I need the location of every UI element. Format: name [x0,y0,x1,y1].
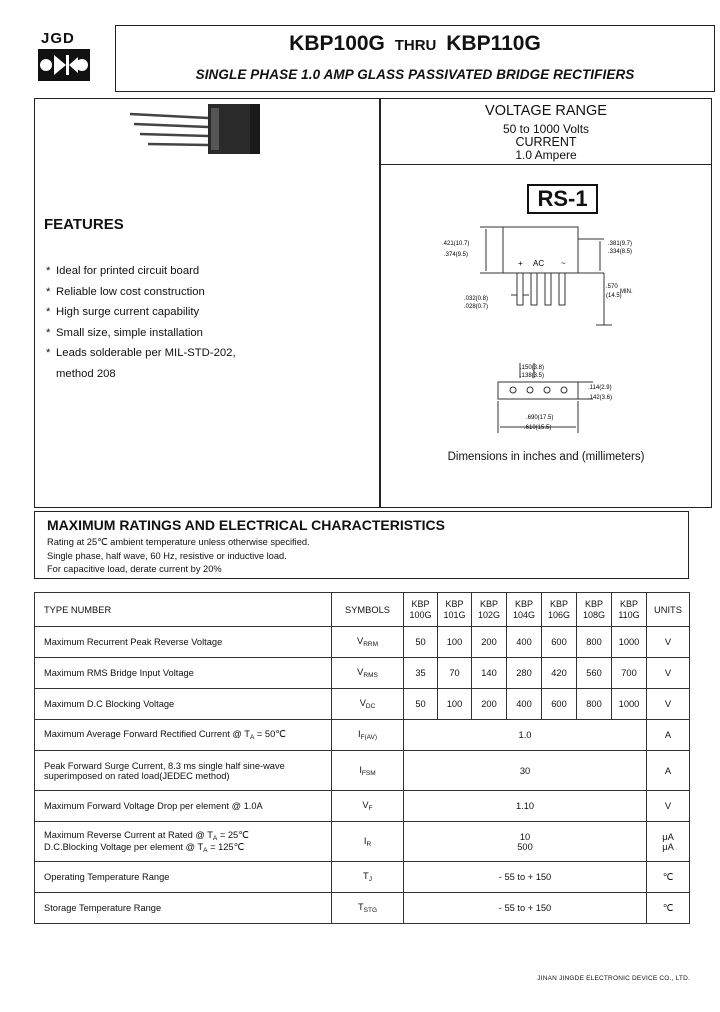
dim-label: .610(15.5) [524,425,552,431]
table-row: Maximum Reverse Current at Rated @ $T_A$ = 25℃ D.C.Blocking Voltage per element @ $T_A$ = 125℃ $I_R$ 10 500 μA μA [35,822,690,862]
table-row: Maximum Average Forward Rectified Current @ $T_A$ = 50℃ $I_{F(AV)}$ 1.0 A [35,720,690,751]
list-item: * Ideal for printed circuit board [46,265,200,277]
part-from: KBP100G [289,32,385,55]
list-item: * Small size, simple installation [46,326,203,339]
dim-label: .028(0.7) [464,304,489,310]
pin-label: ~ [561,259,566,268]
list-item: method 208 [56,367,116,380]
ratings-table [34,592,690,924]
current-value: 1.0 Ampere [515,148,577,162]
header-part: KBP 110G [612,593,647,627]
header-part: KBP 108G [577,593,612,627]
bridge-rectifier-image [120,100,270,160]
dim-label: .142(3.6) [588,395,613,401]
features-list [46,261,236,385]
header-symbols: SYMBOLS [332,593,404,627]
header-part: KBP 104G [507,593,542,627]
table-row: Operating Temperature Range $T_J$ - 55 to + 150 ℃ [35,862,690,893]
pin-label: + [518,259,523,268]
table-row: Peak Forward Surge Current, 8.3 ms single half sine-wave superimposed on rated load(JEDEC method) $I_{FSM}$ 30 A [35,751,690,791]
dim-label: .150(3.8) [520,365,545,371]
page-title [115,32,715,56]
voltage-range-label: VOLTAGE RANGE [485,103,607,119]
package-name: RS-1 [527,184,598,214]
table-row: Maximum Recurrent Peak Reverse Voltage $V_{RRM}$ 50 100 200 400 600 800 1000 V [35,627,690,658]
thru-word: THRU [394,37,437,54]
dim-label: (14.5) [606,293,622,299]
table-header-row [35,593,690,627]
table-row: Maximum RMS Bridge Input Voltage $V_{RMS}$ 35 70 140 280 420 560 700 V [35,658,690,689]
list-item: * Leads solderable per MIL-STD-202, [46,347,236,360]
table-row: Storage Temperature Range $T_{STG}$ - 55 to + 150 ℃ [35,893,690,924]
header-part: KBP 102G [472,593,507,627]
logo-text: JGD [41,30,75,47]
ratings-notes: Rating at 25℃ ambient temperature unless otherwise specified. Single phase, half wave, 60 Hz, resistive or inductive load. For capacitive load, derate current by 20% [47,537,310,574]
page-subtitle: SINGLE PHASE 1.0 AMP GLASS PASSIVATED BRIDGE RECTIFIERS [195,67,635,82]
part-to: KBP110G [446,32,541,55]
ratings-title: MAXIMUM RATINGS AND ELECTRICAL CHARACTERISTICS [47,517,445,533]
current-label: CURRENT [515,135,577,149]
dimensions-note: Dimensions in inches and (millimeters) [447,451,645,463]
features-title: FEATURES [44,216,124,233]
dim-label: .374(9.5) [444,252,469,258]
header-part: KBP 100G [404,593,438,627]
header-units: UNITS [647,593,690,627]
dim-label: .690(17.5) [526,415,554,421]
dim-label: .138(3.5) [520,373,545,379]
header-type-number: TYPE NUMBER [35,593,332,627]
header-part: KBP 106G [542,593,577,627]
dim-label: .381(9.7) [608,241,633,247]
company-footer: JINAN JINGDE ELECTRONIC DEVICE CO., LTD. [537,975,690,982]
dim-label: .334(8.5) [608,249,633,255]
diode-logo-icon [38,49,90,81]
dim-label: .114(2.9) [588,385,612,391]
table-row: Maximum D.C Blocking Voltage $V_{DC}$ 50 100 200 400 600 800 1000 V [35,689,690,720]
dim-label: .032(0.8) [464,296,489,302]
pin-label: AC [533,259,545,268]
list-item: * Reliable low cost construction [46,285,205,298]
voltage-range-value: 50 to 1000 Volts [502,122,590,136]
divider-line [380,164,712,165]
dim-label: .421(10.7) [442,241,470,247]
dim-label: MIN. [620,289,633,295]
table-row: Maximum Forward Voltage Drop per element @ 1.0A $V_F$ 1.10 V [35,791,690,822]
package-dimension-drawing [380,215,712,445]
list-item: * High surge current capability [46,306,200,319]
dim-label: .570 [606,284,618,290]
header-part: KBP 101G [438,593,472,627]
